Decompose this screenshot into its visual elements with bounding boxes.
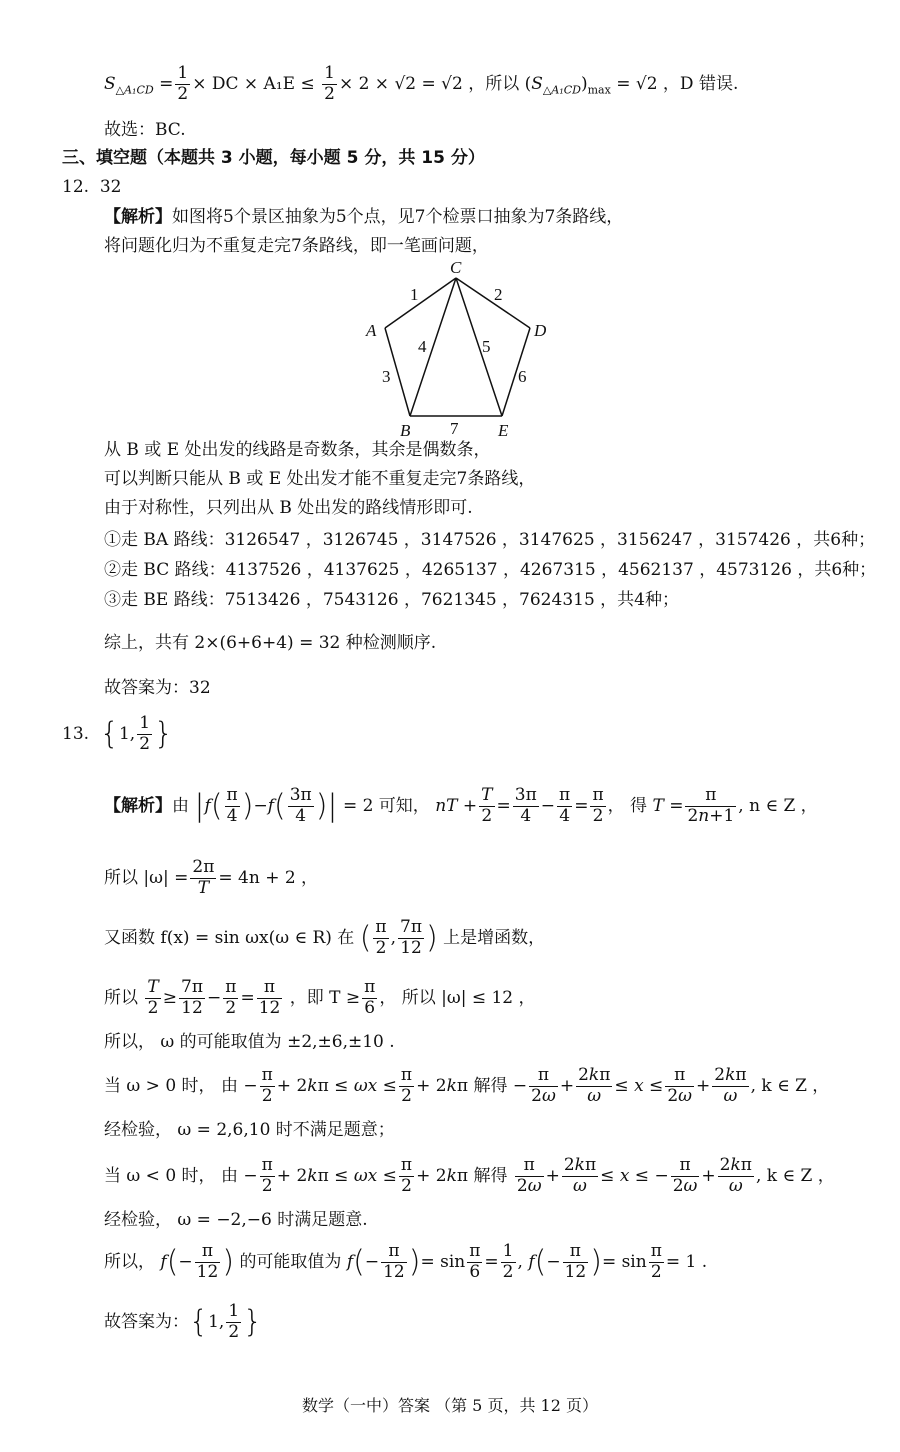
section-title: 三、填空题（本题共 3 小题，每小题 5 分，共 15 分） xyxy=(62,148,485,168)
vertex-A: A xyxy=(366,321,377,340)
q12-summary: 综上，共有 2×(6+6+4) = 32 种检测顺序. xyxy=(104,633,437,653)
q13-line10: 所以， f(− $\frac{\pi}{12}$ ) 的可能取值为 f(− $\frac{\pi}{12}$ )= sin $\frac{\pi}{6}$ = $\frac{1}{2}$ , f(− $\frac{\pi}{12}$ )= sin $\frac{\pi}{2}$ = 1 . xyxy=(104,1241,708,1282)
edge-label-2: 2 xyxy=(494,285,503,304)
choose-line: 故选：BC. xyxy=(104,120,186,140)
q12-final: 故答案为：32 xyxy=(104,678,211,698)
edge-label-4: 4 xyxy=(418,337,427,356)
edge-CA xyxy=(385,278,456,328)
page-footer: 数学（一中）答案 （第 5 页，共 12 页） xyxy=(302,1396,598,1415)
q13-line2: 所以 |ω| = $\frac{2\pi}{T}$ = 4n + 2 ， xyxy=(104,857,319,898)
q12-route-ba: ①走 BA 路线：3126547 ，3126745 ，3147526 ，3147625 ，3156247 ，3157426 ，共6种； xyxy=(104,530,876,550)
q13-line8: 当 ω < 0 时， 由 − $\frac{\pi}{2}$ + 2kπ ≤ ωx ≤ $\frac{\pi}{2}$ + 2kπ 解得 $\frac{\pi}{2\omega}$ + $\frac{2k\pi}{\omega}$ ≤ x ≤ − $\frac{\pi}{2\omega}$ + $\frac{2k\pi}{\omega}$ , k ∈ Z ， xyxy=(104,1155,835,1196)
q12-route-be: ③走 BE 路线：7513426 ，7543126 ，7621345 ，7624315 ，共4种； xyxy=(104,590,679,610)
edge-label-6: 6 xyxy=(518,367,527,386)
edge-label-3: 3 xyxy=(382,367,391,386)
q13-final: 故答案为：{1, $\frac{1}{2}$ } xyxy=(104,1301,263,1342)
q13-line9: 经检验， ω = −2,−6 时满足题意. xyxy=(104,1210,368,1230)
q12-line5: 由于对称性，只列出从 B 处出发的路线情形即可. xyxy=(104,498,473,518)
q12-route-bc: ②走 BC 路线：4137526 ，4137625 ，4265137 ，4267315 ，4562137 ，4573126 ，共6种； xyxy=(104,560,877,580)
q13-line7: 经检验， ω = 2,6,10 时不满足题意； xyxy=(104,1120,395,1140)
q12-line3: 从 B 或 E 处出发的线路是奇数条，其余是偶数条， xyxy=(104,440,491,460)
area-max-line: $S_{\triangle A_1CD}$ = $\frac{1}{2}$ × DC × A₁E ≤ $\frac{1}{2}$ × 2 × √2 = √2 ，所以 $(S_{\triangle A_1CD})_{max} = √2$ ，D 错误. xyxy=(104,63,739,104)
q13-line6: 当 ω > 0 时， 由 − $\frac{\pi}{2}$ + 2kπ ≤ ωx ≤ $\frac{\pi}{2}$ + 2kπ 解得 − $\frac{\pi}{2\omega}$ + $\frac{2k\pi}{\omega}$ ≤ x ≤ $\frac{\pi}{2\omega}$ + $\frac{2k\pi}{\omega}$ , k ∈ Z ， xyxy=(104,1065,830,1106)
vertex-C: C xyxy=(450,258,462,277)
vertex-E: E xyxy=(498,421,509,438)
edge-label-7: 7 xyxy=(450,419,459,438)
q13-line3: 又函数 f(x) = sin ωx(ω ∈ R) 在 ( $\frac{\pi}{2}$ , $\frac{7\pi}{12}$ ) 上是增函数， xyxy=(104,917,546,958)
pentagon-route-diagram xyxy=(360,258,560,438)
vertex-D: D xyxy=(534,321,547,340)
q13-header: 13. {1, $\frac{1}{2}$ } xyxy=(62,713,174,754)
q12-header: 12. 32 xyxy=(62,177,122,197)
edge-label-5: 5 xyxy=(482,337,491,356)
q13-line5: 所以， ω 的可能取值为 ±2,±6,±10 . xyxy=(104,1032,395,1052)
edge-CD xyxy=(456,278,530,328)
q12-analysis-line1: 【解析】如图将5个景区抽象为5个点，见7个检票口抽象为7条路线， xyxy=(104,207,624,227)
q12-analysis-line2: 将问题化归为不重复走完7条路线，即一笔画问题， xyxy=(104,236,489,256)
edge-label-1: 1 xyxy=(410,285,419,304)
q12-line4: 可以判断只能从 B 或 E 处出发才能不重复走完7条路线， xyxy=(104,469,536,489)
vertex-B: B xyxy=(400,421,411,438)
q13-analysis-line1: 【解析】由 |f( $\frac{\pi}{4}$ )−f( $\frac{3\pi}{4}$ )| = 2 可知， nT + $\frac{T}{2}$ = $\frac{3\pi}{4}$ − $\frac{\pi}{4}$ = $\frac{\pi}{2}$ ， 得 T = $\frac{\pi}{2n+1}$ , n ∈ Z ， xyxy=(104,785,818,826)
q13-line4: 所以 $\frac{T}{2}$ ≥ $\frac{7\pi}{12}$ − $\frac{\pi}{2}$ = $\frac{\pi}{12}$ ，即 T ≥ $\frac{\pi}{6}$ ， 所以 |ω| ≤ 12 ， xyxy=(104,977,536,1018)
